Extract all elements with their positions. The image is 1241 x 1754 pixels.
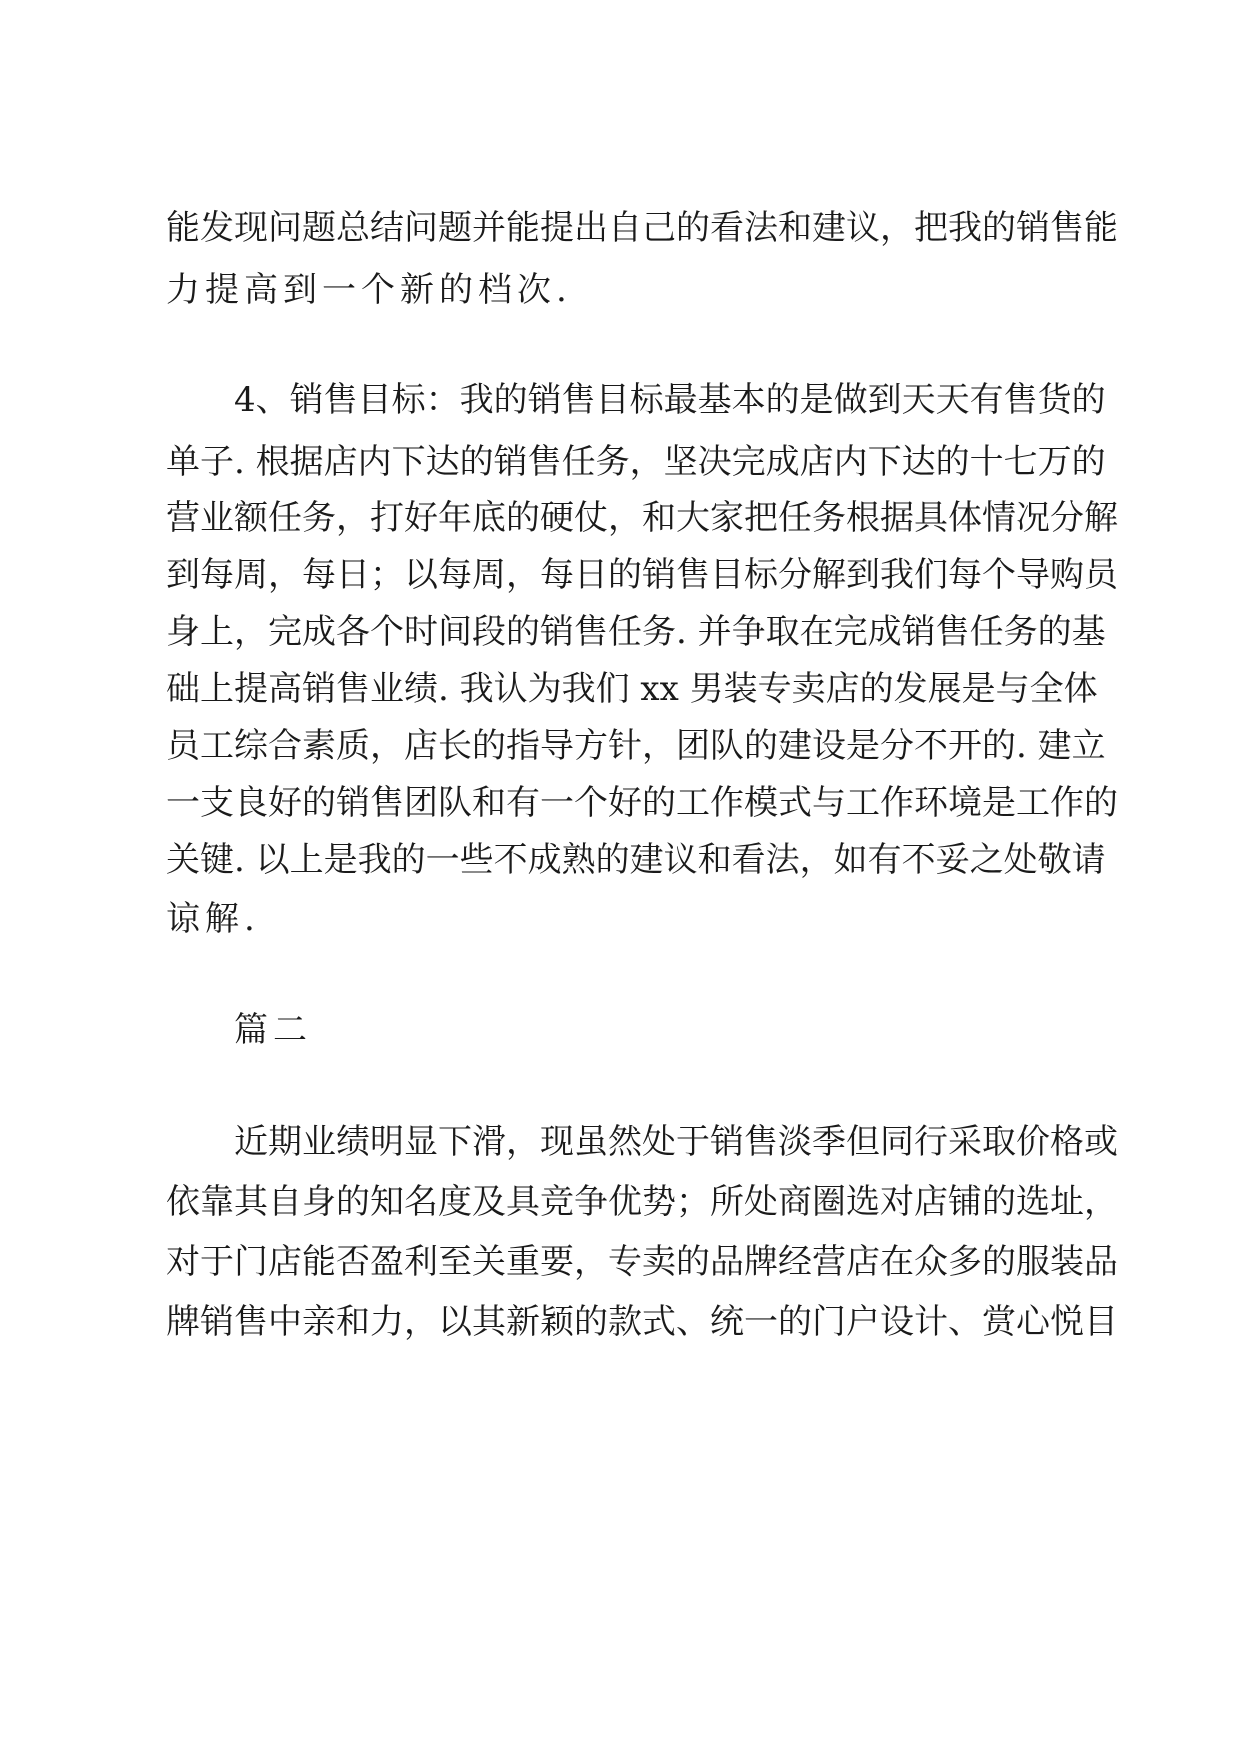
para2-line-4: 到每周，每日；以每周，每日的销售目标分解到我们每个导购员 — [166, 555, 1118, 595]
para2-line-7: 员工综合素质，店长的指导方针，团队的建设是分不开的. 建立 — [166, 726, 1106, 766]
para2-line-3: 营业额任务，打好年底的硬仗，和大家把任务根据具体情况分解 — [166, 498, 1118, 538]
para1-line-1: 能发现问题总结问题并能提出自己的看法和建议，把我的销售能 — [166, 208, 1118, 248]
para2-line-5: 身上，完成各个时间段的销售任务. 并争取在完成销售任务的基 — [166, 612, 1106, 652]
para2-line-9: 关键. 以上是我的一些不成熟的建议和看法，如有不妥之处敬请 — [166, 840, 1106, 880]
section-heading: 篇二 — [234, 1010, 312, 1050]
para1-line-2: 力提高到一个新的档次. — [166, 270, 572, 310]
para3-line-3: 对于门店能否盈利至关重要，专卖的品牌经营店在众多的服装品 — [166, 1242, 1118, 1282]
para2-line-10: 谅解. — [166, 899, 260, 939]
para2-line-6: 础上提高销售业绩. 我认为我们 xx 男装专卖店的发展是与全体 — [166, 669, 1098, 709]
para3-line-2: 依靠其自身的知名度及具竞争优势；所处商圈选对店铺的选址， — [166, 1182, 1118, 1222]
para2-line-2: 单子. 根据店内下达的销售任务，坚决完成店内下达的十七万的 — [166, 442, 1106, 482]
para2-line-8: 一支良好的销售团队和有一个好的工作模式与工作环境是工作的 — [166, 783, 1118, 823]
para3-line-1: 近期业绩明显下滑，现虽然处于销售淡季但同行采取价格或 — [234, 1122, 1118, 1162]
para3-line-4: 牌销售中亲和力，以其新颖的款式、统一的门户设计、赏心悦目 — [166, 1302, 1118, 1342]
para2-line-1: 4、销售目标：我的销售目标最基本的是做到天天有售货的 — [234, 380, 1106, 420]
